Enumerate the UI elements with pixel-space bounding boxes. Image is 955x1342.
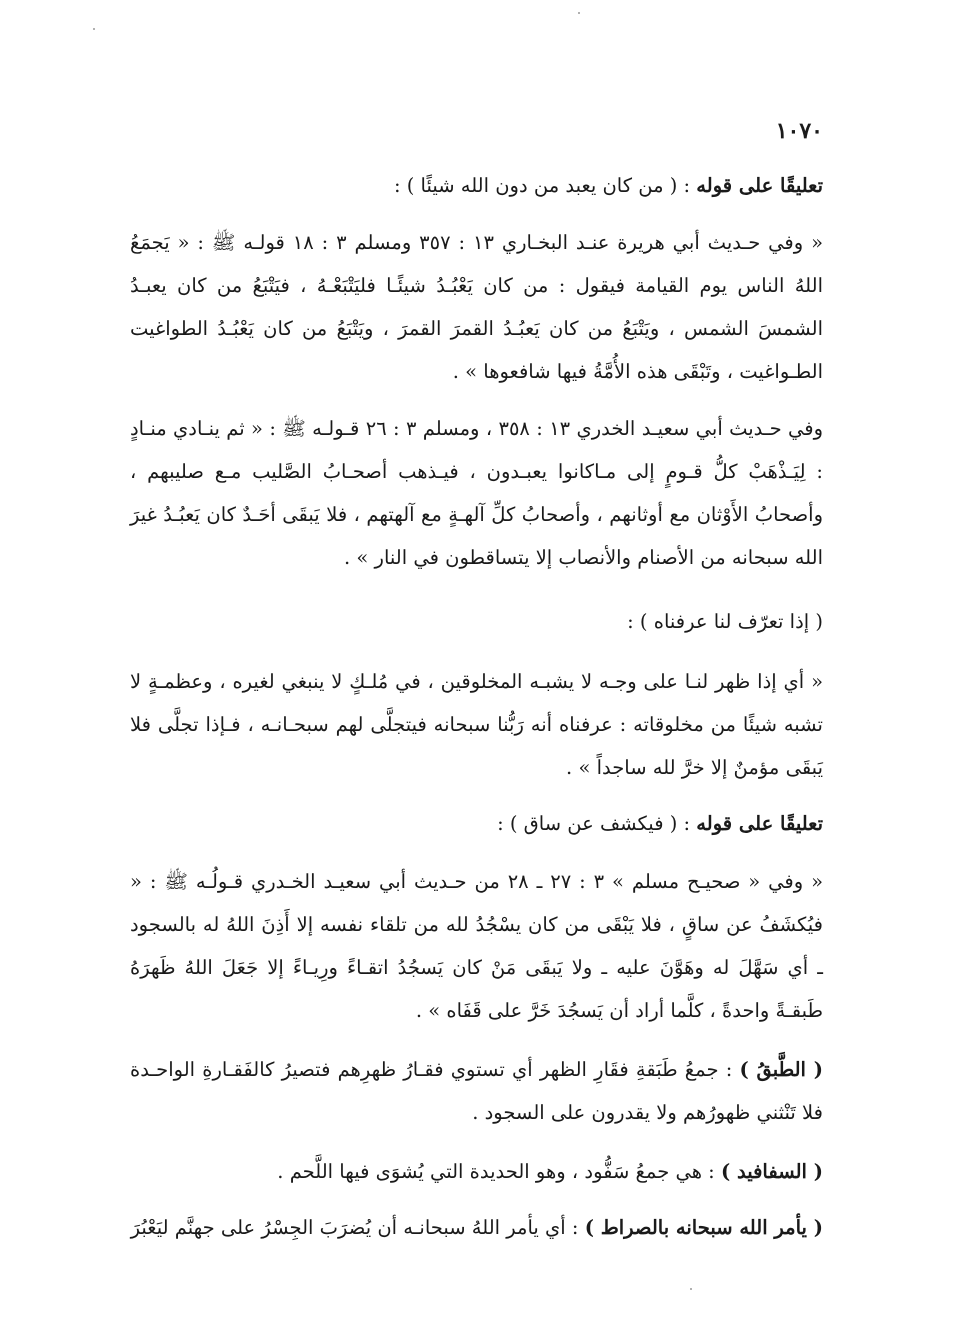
definition-tabaq	[130, 1048, 823, 1134]
scan-speck	[690, 1288, 692, 1290]
heading-lead: تعليقًا على قوله	[696, 812, 823, 835]
paragraph-abu-said: وفي حـديث أبي سعيـد الخدري ١٣ : ٣٥٨ ، ومسلم ٣ : ٢٦ قـولـه ﷺ : « ثم ينـادي منـادٍ : لِيَـذْهَبْ كلُّ قـومٍ إلى مـاكانوا يعبـدون ، فيـذهب أصحـابُ الصَّليب مـع صليبهم ، وأصحابُ الأَوْثان مع أوثانهم ، وأصحابُ كلِّ آلهـةٍ مع آلهتهم ، فلا يَبقَى أحَـدٌ كان يَعبُـدُ غيرَ الله سبحانه من الأصنام والأنصاب إلا يتساقطون في النار » .	[130, 417, 824, 569]
scan-speck	[578, 12, 580, 14]
definition-sirat	[130, 1206, 823, 1249]
term-label: ( الطَّبقُ )	[739, 1058, 823, 1081]
paragraph-tajalli: « أي إذا ظهر لنـا على وجـه لا يشبـه المخلوقين ، في مُلـكٍ لا ينبغي لغيره ، وعظمـةٍ لا تشبه شيئًا من مخلوقاته : عرفناه أنه رَبُّنا سبحانه فيتجلَّى لهم سبحـانـه ، فـإذا تجلَّى فلا يَبقَى مؤمنٌ إلا خرَّ لله ساجداً » .	[130, 670, 823, 779]
term-definition: : هي جمعُ سَفُّود ، وهو الحديدة التي يُشوَى فيها اللَّحم .	[277, 1160, 721, 1183]
heading-lead: تعليقًا على قوله	[696, 174, 823, 197]
definition-safafid	[130, 1150, 823, 1193]
page-number: ١٠٧٠	[775, 118, 823, 144]
term-definition: : أي يأمر اللهُ سبحانـه أن يُضرَبَ الجِسْرُ على جهنَّم ليَعْبُرَ	[130, 1216, 585, 1239]
paragraph-abu-hurayra: « وفي حـديث أبي هريرة عنـد البخـاري ١٣ : ٣٥٧ ومسلم ٣ : ١٨ قولـه ﷺ : « يَجمَعُ اللهُ الناس يوم القيامة فيقول : من كان يَعْبُـدُ شيئًـا فليَتْبَعْـهُ ، فيَتْبَعُ من كان يعبـدُ الشمسَ الشمس ، ويَتْبَعُ من كان يَعبُـدُ القمرَ القمرَ ، ويَتْبَعُ من كان يَعْبُـدُ الطواغيت الطـواغيت ، وتَبْقَى هذه الأُمَّةُ فيها شافعوها » .	[130, 231, 823, 383]
heading-comment-2	[130, 802, 823, 845]
heading-comment-1	[130, 164, 823, 207]
term-label: ( السفافيد )	[720, 1160, 823, 1183]
paragraph-sahih-muslim: « وفي « صحيـح مسلم » ٣ : ٢٧ ـ ٢٨ من حـديث أبي سعيـد الخـدري قـولُـه ﷺ : « فيُكشَفُ عن ساقٍ ، فلا يَبْقَى من كان يسْجُدُ لله من تلقاء نفسه إلا أَذِنَ اللهُ له بالسجود ـ أي سَهَّلَ له وهَوَّنَ عليه ـ ولا يَبقَى مَنْ كان يَسجُدُ اتقـاءً ورِيـاءً إلا جَعَلَ اللهُ ظَهرَهُ طَبقـةً واحدةً ، كلَّما أراد أن يَسجُدَ خَرَّ على قَفَاه » .	[130, 870, 823, 1022]
quote-heading-taarraf: ( إذا تعرّف لنا عرفناه ) :	[627, 610, 823, 633]
term-definition: : جمعُ طَبَقةِ فقَارِ الظهر أي تستوي فقـارُ ظهرِهم فتصيرُ كالفَقـارةِ الواحـدة فلا تَنْثني ظهورُهم ولا يقدرون على السجود .	[130, 1058, 823, 1124]
heading-rest: : ( فيكشف عن ساق ) :	[497, 812, 697, 835]
heading-rest: : ( من كان يعبد من دون الله شيئًا ) :	[393, 174, 697, 197]
term-label: ( يأمر الله سبحانه بالصراط )	[584, 1216, 823, 1239]
scan-speck	[93, 28, 95, 30]
